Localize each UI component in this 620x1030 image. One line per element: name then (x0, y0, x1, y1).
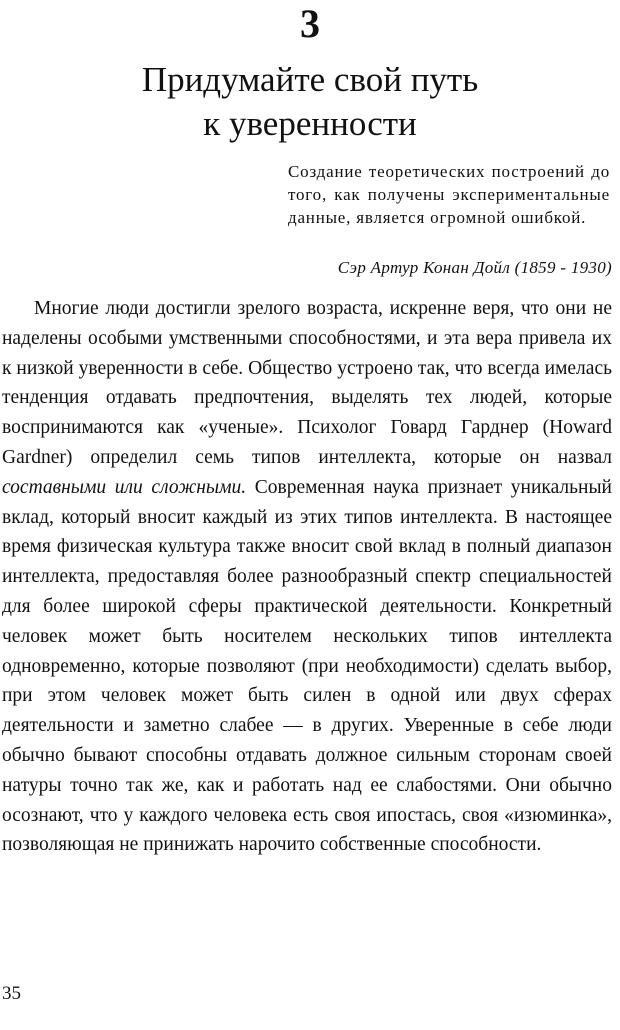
chapter-title (0, 58, 620, 146)
epigraph-quote: Создание теоретических построений до того, как получены экспериментальные данные, является огромной ошибкой. (288, 162, 610, 227)
epigraph-author: Сэр Артур Конан Дойл (1859 - 1930) (337, 258, 612, 277)
chapter-number: 3 (300, 1, 320, 46)
page-number: 35 (2, 983, 21, 1004)
body-text-part-1: Многие люди достигли зрелого возраста, искренне веря, что они не наделены особыми умственными способностями, и эта вера привела их к низкой уверенности в себе. Общество устроено так, что всегда имелась тенденция отдавать предпочтения, выделять тех людей, которые воспринимаются как «ученые». Психолог Говард Гарднер (Howard Gardner) определил семь типов интеллекта, которые он назвал (2, 298, 612, 468)
body-paragraph (2, 294, 612, 860)
chapter-title-line-2: к уверенности (203, 104, 417, 143)
body-text-emphasis: составными или сложными. (2, 476, 247, 498)
body-text-part-2: Современная наука признает уникальный вклад, который вносит каждый из этих типов интеллекта. В настоящее время физическая культура также вносит свой вклад в полный диапазон интеллекта, предоставляя более разнообразный спектр специальностей для более широкой сферы практической деятельности. Конкретный человек может быть носителем нескольких типов интеллекта одновременно, которые позволяют (при необходимости) сделать выбор, при этом человек может быть силен в одной или двух сферах деятельности и заметно слабее — в других. Уверенные в себе люди обычно бывают способны отдавать должное сильным сторонам своей натуры точно так же, как и работать над ее слабостями. Они обычно осознают, что у каждого человека есть своя ипостась, своя «изюминка», позволяющая не принижать нарочито собственные способности. (2, 476, 612, 856)
chapter-title-line-1: Придумайте свой путь (141, 60, 479, 99)
